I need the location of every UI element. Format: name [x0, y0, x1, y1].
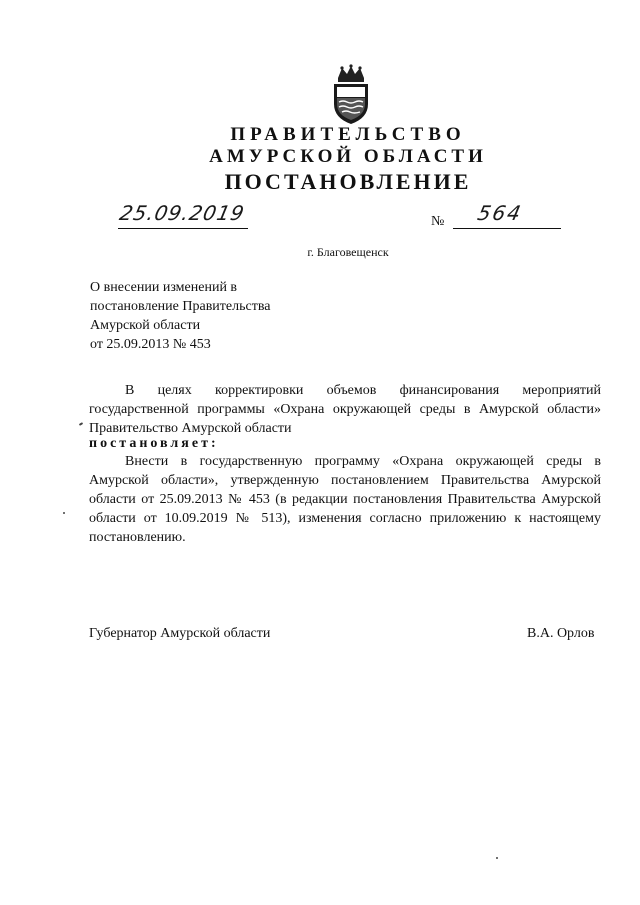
subject-line: О внесении изменений в [90, 280, 238, 295]
handwritten-number: 564 [475, 201, 525, 225]
preamble-paragraph: В целях корректировки объемов финансирования мероприятий государственной программы «Охрана окружающей среды в Амурской области» Правительство Амурской области [89, 383, 601, 436]
signer-name: В.А. Орлов [527, 626, 595, 641]
operative-paragraph: Внести в государственную программу «Охрана окружающей среды в Амурской области», утвержденную постановлением Правительства Амурской области от 25.09.2013 № 453 (в редакции постановления Правительства Амурской области от 10.09.2019 № 513), изменения согласно приложению к настоящему постановлению. [89, 454, 601, 545]
handwritten-date: 25.09.2019 [117, 201, 248, 225]
document-type-title: ПОСТАНОВЛЕНИЕ [224, 169, 472, 194]
signer-title: Губернатор Амурской области [89, 626, 271, 641]
region-title: АМУРСКОЙ ОБЛАСТИ [209, 146, 487, 167]
scan-speck [496, 857, 498, 859]
government-title: ПРАВИТЕЛЬСТВО [230, 124, 466, 145]
scan-speck [79, 422, 83, 426]
scan-speck [63, 512, 65, 514]
decrees-word: постановляет: [89, 436, 219, 451]
subject-line: Амурской области [90, 318, 201, 333]
number-label: № [431, 214, 445, 229]
subject-line: от 25.09.2013 № 453 [90, 337, 211, 352]
city: г. Благовещенск [307, 245, 389, 259]
subject-line: постановление Правительства [90, 299, 271, 314]
document-subject [90, 278, 270, 354]
coat-of-arms-icon [328, 64, 374, 126]
